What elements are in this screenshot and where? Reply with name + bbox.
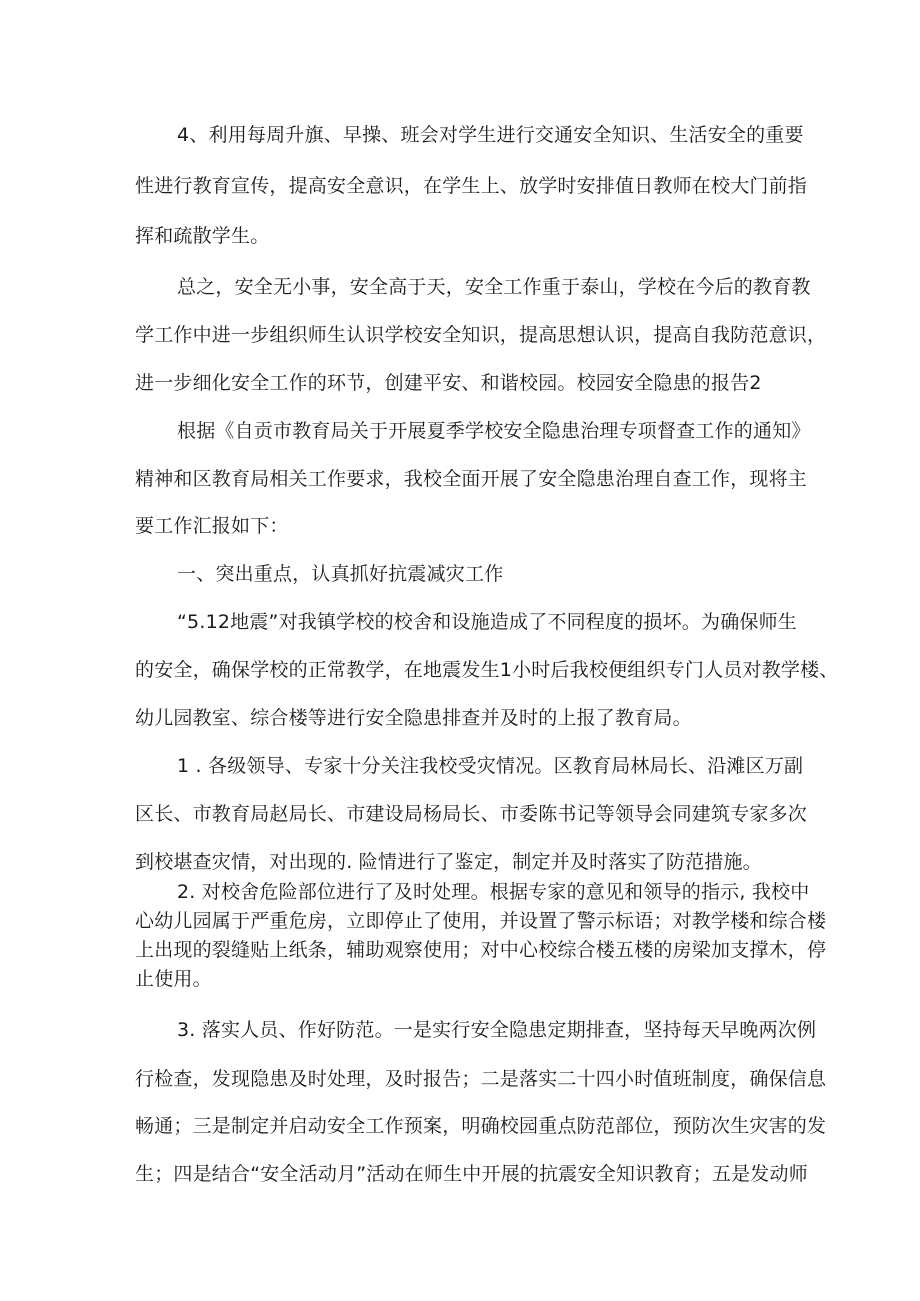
text-line: 畅通；三是制定并启动安全工作预案，明确校园重点防范部位，预防次生灾害的发 — [135, 1115, 827, 1137]
text-line: 2. 对校舍危险部位进行了及时处理。根据专家的意见和领导的指示, 我校中 — [177, 881, 810, 903]
section-heading: 一、突出重点，认真抓好抗震减灾工作 — [177, 563, 504, 585]
text-line: 根据《自贡市教育局关于开展夏季学校安全隐患治理专项督查工作的通知》 — [177, 420, 811, 442]
text-line: 3. 落实人员、作好防范。一是实行安全隐患定期排查，坚持每天早晚两次例 — [177, 1019, 817, 1041]
text-line: 总之，安全无小事，安全高于天，安全工作重于泰山，学校在今后的教育教 — [177, 276, 811, 298]
text-line: 精神和区教育局相关工作要求，我校全面开展了安全隐患治理自查工作，现将主 — [135, 468, 808, 490]
text-line: 进一步细化安全工作的环节，创建平安、和谐校园。校园安全隐患的报告2 — [135, 372, 762, 394]
text-line: 区长、市教育局赵局长、市建设局杨局长、市委陈书记等领导会同建筑专家多次 — [135, 803, 808, 825]
text-line: “5.12地震”对我镇学校的校舍和设施造成了不同程度的损坏。为确保师生 — [177, 611, 797, 633]
text-line: 4、利用每周升旗、早操、班会对学生进行交通安全知识、生活安全的重要 — [177, 124, 804, 146]
text-line: 的安全，确保学校的正常教学，在地震发生1小时后我校便组织专门人员对教学楼、 — [135, 659, 839, 681]
text-line: 到校堪查灾情，对出现的. 险情进行了鉴定，制定并及时落实了防范措施。 — [135, 851, 762, 873]
text-line: 心幼儿园属于严重危房，立即停止了使用，并设置了警示标语；对教学楼和综合楼 — [135, 910, 827, 932]
text-line: 行检查，发现隐患及时处理，及时报告；二是落实二十四小时值班制度，确保信息 — [135, 1068, 827, 1090]
text-line: 上出现的裂缝贴上纸条，辅助观察使用；对中心校综合楼五楼的房梁加支撑木，停 — [135, 939, 827, 961]
text-line: 生；四是结合“安全活动月”活动在师生中开展的抗震安全知识教育；五是发动师 — [135, 1163, 808, 1185]
text-line: 挥和疏散学生。 — [135, 225, 270, 247]
text-line: 止使用。 — [135, 968, 212, 990]
text-line: 要工作汇报如下： — [135, 515, 289, 537]
text-line: 性进行教育宣传，提高安全意识，在学生上、放学时安排值日教师在校大门前指 — [135, 175, 808, 197]
text-line: 学工作中进一步组织师生认识学校安全知识，提高思想认识，提高自我防范意识， — [135, 324, 827, 346]
text-line: 幼儿园教室、综合楼等进行安全隐患排查并及时的上报了教育局。 — [135, 707, 692, 729]
text-line: 1 . 各级领导、专家十分关注我校受灾情况。区教育局林局长、沿滩区万副 — [177, 755, 804, 777]
